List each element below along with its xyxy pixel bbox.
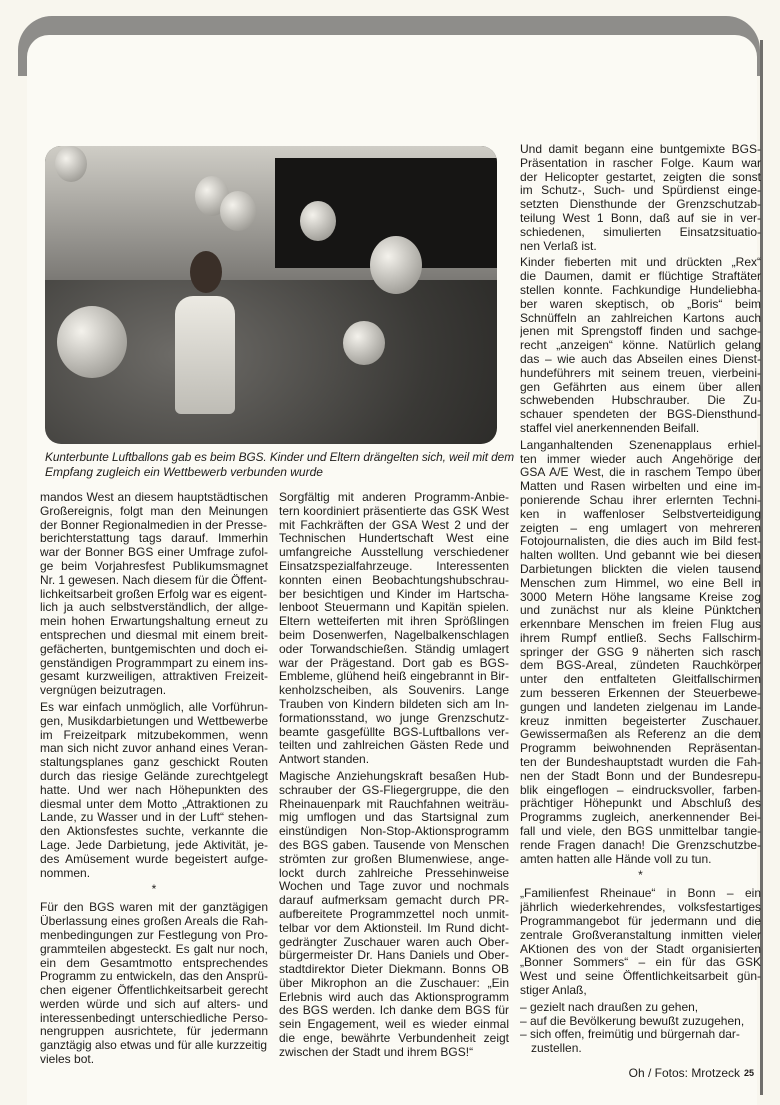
text-line: Für den BGS waren mit der ganztägigen <box>40 901 268 915</box>
balloon <box>370 236 422 294</box>
text-line: amten hatten alle Hände voll zu tun. <box>520 852 712 866</box>
text-line: ten der Bundeshauptstadt wurden die Fah- <box>520 756 761 770</box>
text-line: chen eigener Öffentlichkeitsarbeit gerecht <box>40 984 268 998</box>
text-line: kreuz inmitten begeisterter Zuschauer. <box>520 714 761 728</box>
text-line: Wochen und Tage zuvor und nochmals <box>279 880 509 894</box>
text-line: strömten zur großen Blumenwiese, ange- <box>279 852 509 866</box>
text-line: schiedenen, simulierten Einsatzsituatio- <box>520 225 761 239</box>
text-line: war der Prägestand. Dort gab es BGS- <box>279 656 509 670</box>
text-line: teilten und zahlreichen Gästen Rede und <box>279 739 509 753</box>
text-line: des Amüsement wurde begeistert aufge- <box>40 852 268 866</box>
text-line: fall und viele, den BGS unmittelbar tangie- <box>520 825 761 839</box>
text-line: mit Fachkräften der GSA West 2 und der <box>279 518 509 532</box>
text-line: genständigen Programmpart zu einem ins- <box>40 656 268 670</box>
text-column-2 <box>279 491 509 1060</box>
text-line: prächtiger Höhepunkt und Abschluß des <box>520 797 761 811</box>
text-line: nen Verlaß ist. <box>520 239 597 253</box>
text-line: stellen konnte. Fachkundige Hundeliebha- <box>520 283 761 297</box>
text-line: gen, Musikdarbietungen und Wettbewerbe <box>40 714 268 728</box>
text-line: vieles bot. <box>40 1053 95 1067</box>
text-line: Eltern wetteiferten mit ihren Sprößlingen <box>279 615 509 629</box>
text-line: mein hohen Erwartungshaltung erneut zu <box>40 615 268 629</box>
text-line: interessenbedingt unterschiedliche Perso- <box>40 1011 268 1025</box>
text-line: Sorgfältig mit anderen Programm-Anbie- <box>279 491 509 504</box>
text-line: rende Fragen danach! Die Grenzschutzbe- <box>520 838 761 852</box>
text-line: Programmangebot für jedermann und die <box>520 915 761 929</box>
text-line: zum besseren Erkennen der Steuerbewe- <box>520 687 761 701</box>
text-line: springer der GSG 9 näherten sich rasch <box>520 645 761 659</box>
text-line: tern koordiniert präsentierte das GSK West <box>279 504 509 518</box>
text-line: Lage. Jede Darbietung, jede Aktivität, je- <box>40 838 268 852</box>
caption-line: Empfang zugleich ein Wettbewerb verbunden wurde <box>45 465 323 479</box>
balloon <box>343 321 385 365</box>
text-line: Lande, zu Wasser und in der Luft“ stehen- <box>40 811 268 825</box>
text-line: Menschen zum Himmel, wo eine Bell in <box>520 576 761 590</box>
text-line: ganztägig also etwas und für alle kurzzeitig <box>40 1039 267 1053</box>
text-line: schrauber der GS-Fliegergruppe, die den <box>279 783 509 797</box>
text-line: – gezielt nach draußen zu gehen, <box>520 1000 699 1014</box>
text-line: unter den entfalteten Gleitfallschirmen <box>520 673 761 687</box>
text-line: 3000 Metern Höhe langsame Kreise zog <box>520 590 761 604</box>
text-line: ein dem Gesamtmotto entsprechendes <box>40 956 268 970</box>
text-line: halten wollten. Und gebannt wie bei diesen <box>520 549 761 563</box>
section-separator: * <box>151 882 157 897</box>
text-line: Matten und Rasen wirbelten und eine im- <box>520 480 761 494</box>
text-line: teilung West 1 Bonn, daß auf sie in ver- <box>520 211 761 225</box>
text-line: GSA A/E West, die in raschem Tempo über <box>520 466 761 480</box>
paragraph <box>279 491 509 767</box>
text-line: ken in waffenloser Selbstverteidigung <box>520 507 761 521</box>
text-line: ge beim Vorjahresfest Publikumsmagnet <box>40 559 268 573</box>
text-line: – sich offen, freimütig und bürgernah dar- <box>520 1028 740 1042</box>
text-line: gen Gefährten aus einem über allen <box>520 380 761 394</box>
text-line: erkennbare Menschen im freien Flug aus <box>520 618 761 632</box>
text-line: oder Torwandschießen. Ständig umlagert <box>279 642 509 656</box>
text-line: ten immer wieder auch Angehörige der <box>520 452 761 466</box>
text-line: schauer spendeten der BGS-Diensthund- <box>520 408 761 422</box>
text-line: das – wie auch das Abseilen eines Dienst- <box>520 352 761 366</box>
text-line: Und damit begann eine buntgemixte BGS- <box>520 143 761 156</box>
text-line: kenholzscheiben, als Souvenirs. Lange <box>279 684 509 698</box>
text-line: einstündigen Non-Stop-Aktionsprogramm <box>279 825 509 839</box>
text-line: jährlich wiederkehrendes, volksfestartiges <box>520 901 761 915</box>
text-line: Präsentation in rascher Folge. Kaum war <box>520 156 761 170</box>
text-line: lichkeitsarbeit großen Erfolg war es eigent- <box>40 587 267 601</box>
text-line: grammteilen abgesteckt. Es galt nur noch, <box>40 942 268 956</box>
text-line: lockt durch zahlreiche Pressehinweise <box>279 866 509 880</box>
text-line: werden würde und sich auf alters- und <box>40 997 268 1011</box>
text-line: diesmal unter dem Motto „Attraktionen zu <box>40 797 268 811</box>
text-line: – auf die Bevölkerung bewußt zuzugehen, <box>520 1014 745 1028</box>
text-line: durch das riesige Gelände zurechtgelegt <box>40 769 268 783</box>
paragraph <box>520 439 761 867</box>
section-separator: * <box>638 868 643 883</box>
text-line: des BGS werden. Ich danke dem BGS für <box>279 1004 509 1018</box>
text-line: konnten einen Beobachtungshubschrau- <box>279 573 509 587</box>
text-line: staltungsplanes ganz geschickt Routen <box>40 756 268 770</box>
text-line: war der Bonner BGS einer Umfrage zufol- <box>40 546 268 560</box>
text-line: man sich nicht zuvor anhand eines Veran- <box>40 742 268 756</box>
text-line: berichterstattung tags darauf. Immerhin <box>40 532 268 546</box>
text-line: hundeführers mit seinem treuen, vierbeini- <box>520 366 761 380</box>
text-line: Programm zu entwickeln, das den Ansprü- <box>40 970 268 984</box>
text-line: Programm beiwohnenden Repräsentan- <box>520 742 761 756</box>
text-line: beamte gasgefüllte BGS-Luftballons ver- <box>279 725 509 739</box>
text-line: den Aktionsfestes suchte, verkannte die <box>40 825 268 839</box>
text-line: mandos West an diesem hauptstädtischen <box>40 491 268 504</box>
paragraph <box>520 256 761 435</box>
text-line: ponierende Schau ihrer erlernten Techni- <box>520 493 761 507</box>
text-line: Erlebnis wird auch das Aktionsprogramm <box>279 990 509 1004</box>
text-line: der Helicopter gestartet, zeigten die sonst <box>520 170 761 184</box>
text-line: und zunächst nur als kleine Pünktchen <box>520 604 761 618</box>
text-line: Überlassung eines großen Areals die Rah- <box>40 915 268 929</box>
bullet-list <box>520 1001 761 1056</box>
text-line: zeigten – eng umlagert von mehreren <box>520 521 761 535</box>
photo-caption <box>45 450 515 480</box>
text-line: gedrängter Zuschauer waren auch Ober- <box>279 935 509 949</box>
caption-line: Kunterbunte Luftballons gab es beim BGS. Kinder und Eltern drängelten sich, weil mit dem <box>45 450 514 464</box>
text-line: gefächerten, buntgemischten und doch ei- <box>40 642 268 656</box>
text-line: zentrale Großveranstaltung inmitten vieler <box>520 928 761 942</box>
paragraph <box>520 143 761 253</box>
text-line: zwischen der Stadt und ihrem BGS!“ <box>279 1045 474 1059</box>
paragraph <box>520 887 761 997</box>
text-line: Rheinauenpark mit Rauchfahnen weiträu- <box>279 797 509 811</box>
author-credit: Oh / Fotos: Mrotzeck <box>628 1066 740 1080</box>
text-line: Magische Anziehungskraft besaßen Hub- <box>279 769 509 783</box>
text-line: AKtionen des von der Stadt organisierten <box>520 942 761 956</box>
paragraph <box>40 701 268 880</box>
text-line: stadtdirektor Dieter Diekmann. Bonns OB <box>279 963 509 977</box>
text-line: telbar vor dem Aktionsteil. Im Rund dicht- <box>279 921 509 935</box>
text-line: ber waren skeptisch, ob „Boris“ beim <box>520 297 761 311</box>
page-number: 25 <box>744 1068 755 1078</box>
text-line: „Familienfest Rheinaue“ in Bonn – ein <box>520 887 761 901</box>
text-line: Technischen Hundertschaft West eine <box>279 532 509 546</box>
text-line: Kinder fieberten mit und drückten „Rex“ <box>520 256 761 270</box>
text-column-1 <box>40 491 268 1067</box>
text-line: ihrem Rumpf entließ. Sechs Fallschirm- <box>520 631 761 645</box>
text-line: der Bonner Regionalmedien in der Presse- <box>40 518 267 532</box>
text-line: Langanhaltenden Szenenapplaus erhiel- <box>520 438 761 452</box>
text-line: hatte. Und wer nach Höhepunkten des <box>40 783 268 797</box>
text-line: nommen. <box>40 866 91 880</box>
text-line: „Bonner Sommers“ – ein für das GSK <box>520 956 761 970</box>
text-line: lich ja auch selbstverständlich, der allge- <box>40 601 268 615</box>
text-column-3 <box>520 143 761 1056</box>
text-line: umfangreiche Ausstellung verschiedener <box>279 546 509 560</box>
text-line: ber besichtigen und Kinder im Hartscha- <box>279 587 509 601</box>
text-line: menbedingungen zur Festlegung von Pro- <box>40 928 268 942</box>
text-line: Darbietungen blickten die vielen tausend <box>520 562 761 576</box>
text-line: des BGS gaben. Tausende von Menschen <box>279 838 509 852</box>
text-line: nen der Stadt Bonn und der Bundesrepu- <box>520 769 761 783</box>
text-line: gesamt kurzweiligen, attraktiven Freizeit- <box>40 670 268 684</box>
text-line: Fotojournalisten, die dies auch im Bild fest- <box>520 535 761 549</box>
text-line: aufbereitete Programmzettel noch unmit- <box>279 907 509 921</box>
text-line: lenboot Steuermann und Kapitän spielen. <box>279 601 509 615</box>
balloon <box>55 146 87 182</box>
paragraph <box>40 901 268 1067</box>
text-line: Antwort standen. <box>279 753 370 767</box>
text-line: jenen mit Sprengstoff finden und sachge- <box>520 325 761 339</box>
text-line: mig umflogen und das Startsignal zum <box>279 811 509 825</box>
paragraph <box>40 491 268 698</box>
girl-dress <box>175 296 235 414</box>
text-line: Schnüffeln an zahlreichen Kartons auch <box>520 311 761 325</box>
photo-children-balloons <box>45 146 497 444</box>
text-line: Programms zugleich, anerkennender Bei- <box>520 811 761 825</box>
text-line: stiger Anlaß, <box>520 984 587 998</box>
text-line: formationsstand, wo junge Grenzschutz- <box>279 711 509 725</box>
text-line: bürgermeister Dr. Hans Daniels und Ober- <box>279 949 509 963</box>
text-line: Embleme, glühend heiß eingebrannt in Bir- <box>279 670 509 684</box>
text-line: recht „anzeigen“ könne. Natürlich gelang <box>520 339 761 353</box>
text-line: Nr. 1 gewesen. Nach diesem für die Öffent- <box>40 573 267 587</box>
text-line: beim Dosenwerfen, Nagelbalkenschlagen <box>279 628 509 642</box>
girl-head <box>190 251 222 293</box>
text-line: sein Engagement, weil es wieder einmal <box>279 1018 509 1032</box>
text-line: staffel viel anerkennenden Beifall. <box>520 421 700 435</box>
text-line: vergnügen beizutragen. <box>40 684 167 698</box>
text-line: im Freizeitpark mitzubekommen, wenn <box>40 728 268 742</box>
text-line: die enge, bewährte Verbundenheit zeigt <box>279 1032 509 1046</box>
text-line: die Daumen, damit er flüchtige Straftäter <box>520 270 761 284</box>
balloon <box>220 191 256 231</box>
text-line: Trauben von Kindern bildeten sich am In- <box>279 697 509 711</box>
text-line: dem BGS-Areal, zündeten Rauchkörper <box>520 659 761 673</box>
text-line: Es war einfach unmöglich, alle Vorführun- <box>40 700 268 714</box>
text-line: im Schutz-, Such- und Spürdienst einge- <box>520 184 761 198</box>
balloon <box>57 306 127 378</box>
text-line: gungen und landeten zielgenau im Lande- <box>520 700 761 714</box>
text-line: West und seine Öffentlichkeitsarbeit gün- <box>520 970 761 984</box>
text-line: Großereignis, folgt man den Meinungen <box>40 504 268 518</box>
text-line: über Mikrophon an die Zuschauer: „Ein <box>279 976 509 990</box>
text-line: blik eingeflogen – eindrucksvoller, farben- <box>520 783 761 797</box>
text-line: zustellen. <box>531 1042 582 1056</box>
text-line: Einsatzspezialfahrzeuge. Interessenten <box>279 559 509 573</box>
text-line: schwebenden Hubschrauber. Die Zu- <box>520 394 761 408</box>
balloon <box>300 201 336 241</box>
text-line: nengruppen ausrichtete, für jedermann <box>40 1025 268 1039</box>
text-line: entsprechen und diesmal mit einem breit- <box>40 628 268 642</box>
text-line: Gewissermaßen als Referenz an die dem <box>520 728 761 742</box>
paragraph <box>279 770 509 1060</box>
text-line: darauf aufmerksam gemacht durch PR- <box>279 894 509 908</box>
text-line: setzten Diensthunde der Grenzschutzab- <box>520 198 761 212</box>
